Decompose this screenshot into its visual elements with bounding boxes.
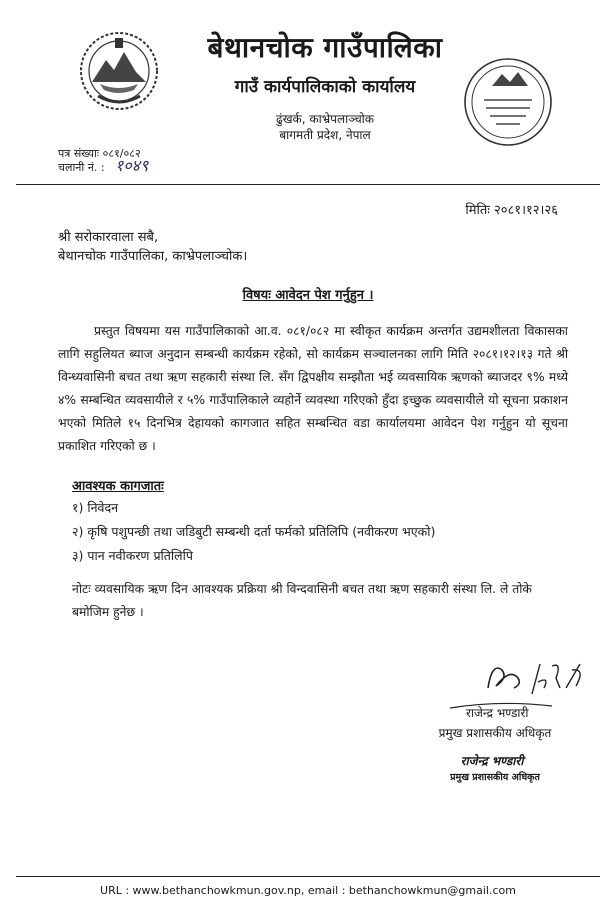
letter-body: प्रस्तुत विषयमा यस गाउँपालिकाको आ.व. ०८१/०८२ मा स्वीकृत कार्यक्रम अन्तर्गत उद्यमशीलता विकासका लागि सहुलियत ब्याज अनुदान सम्बन्धी कार्यक्रम रहेको, सो कार्यक्रम सञ्चालनका लागि मिति २०८१।१२।१३ गते श्री विन्ध्यवासिनी बचत तथा ऋण सहकारी संस्था लि. सँग द्विपक्षीय सम्झौता भई व्यवसायिक ऋणको ब्याजदर ९% मध्ये ४% सम्बन्धित व्यवसायीले र ५% गाउँपालिकाले व्यहोर्ने व्यवस्था गरिएको हुँदा इच्छुक व्यवसायीले यो सूचना प्रकाशन भएको मितिले १५ दिनभित्र देहायको कागजात सहित सम्बन्धित वडा कार्यालयमा आवेदन पेश गर्नुहुन यो सूचना प्रकाशित गरिएको छ । [58,324,568,453]
list-item: २) कृषि पशुपन्छी तथा जडिबुटी सम्बन्धी दर्ता फर्मको प्रतिलिपि (नवीकरण भएको) [72,524,436,539]
requirements-list [72,496,435,568]
government-emblem-icon [78,30,160,112]
address-line-1: ढुंखर्क, काभ्रेपलाञ्चोक [275,112,375,126]
letter-note: नोटः व्यवसायिक ऋण दिन आवश्यक प्रक्रिया श्री विन्दवासिनी बचत तथा ऋण सहकारी संस्था लि. ले तोके बमोजिम हुनेछ । [72,582,532,619]
recipient-line-2: बेथानचोक गाउँपालिका, काभ्रेपलाञ्चोक। [58,249,248,264]
list-item: १) निवेदन [72,500,119,515]
name-stamp: राजेन्द्र भण्डारी [460,754,524,768]
letter-date: मितिः २०८१।१२।२६ [465,203,558,218]
office-subtitle: गाउँ कार्यपालिकाको कार्यालय [234,77,416,97]
dispatch-number: १०४९ [115,156,149,175]
list-item: ३) पान नवीकरण प्रतिलिपि [72,548,193,563]
header-divider [16,184,600,185]
subject-text: विषयः आवेदन पेश गर्नुहुन । [242,288,374,303]
requirements-heading: आवश्यक कागजातः [72,479,164,494]
signer-designation: प्रमुख प्रशासकीय अधिकृत [438,726,552,740]
reference-number: पत्र संख्याः ०८१/०८२ [58,147,141,160]
letter-subject [0,285,616,303]
dispatch-label: चलानी नं. : [58,161,105,174]
municipality-title: बेथानचोक गाउँपालिका [207,31,443,64]
address-line-2: बागमती प्रदेश, नेपाल [279,128,371,142]
footer-divider [16,876,600,877]
signer-name: राजेन्द्र भण्डारी [466,706,529,720]
footer-contact: URL : www.bethanchowkmun.gov.np, email : bethanchowkmun@gmail.com [100,884,516,897]
designation-stamp: प्रमुख प्रशासकीय अधिकृत [450,772,540,783]
recipient-line-1: श्री सरोकारवाला सबै, [58,230,159,245]
